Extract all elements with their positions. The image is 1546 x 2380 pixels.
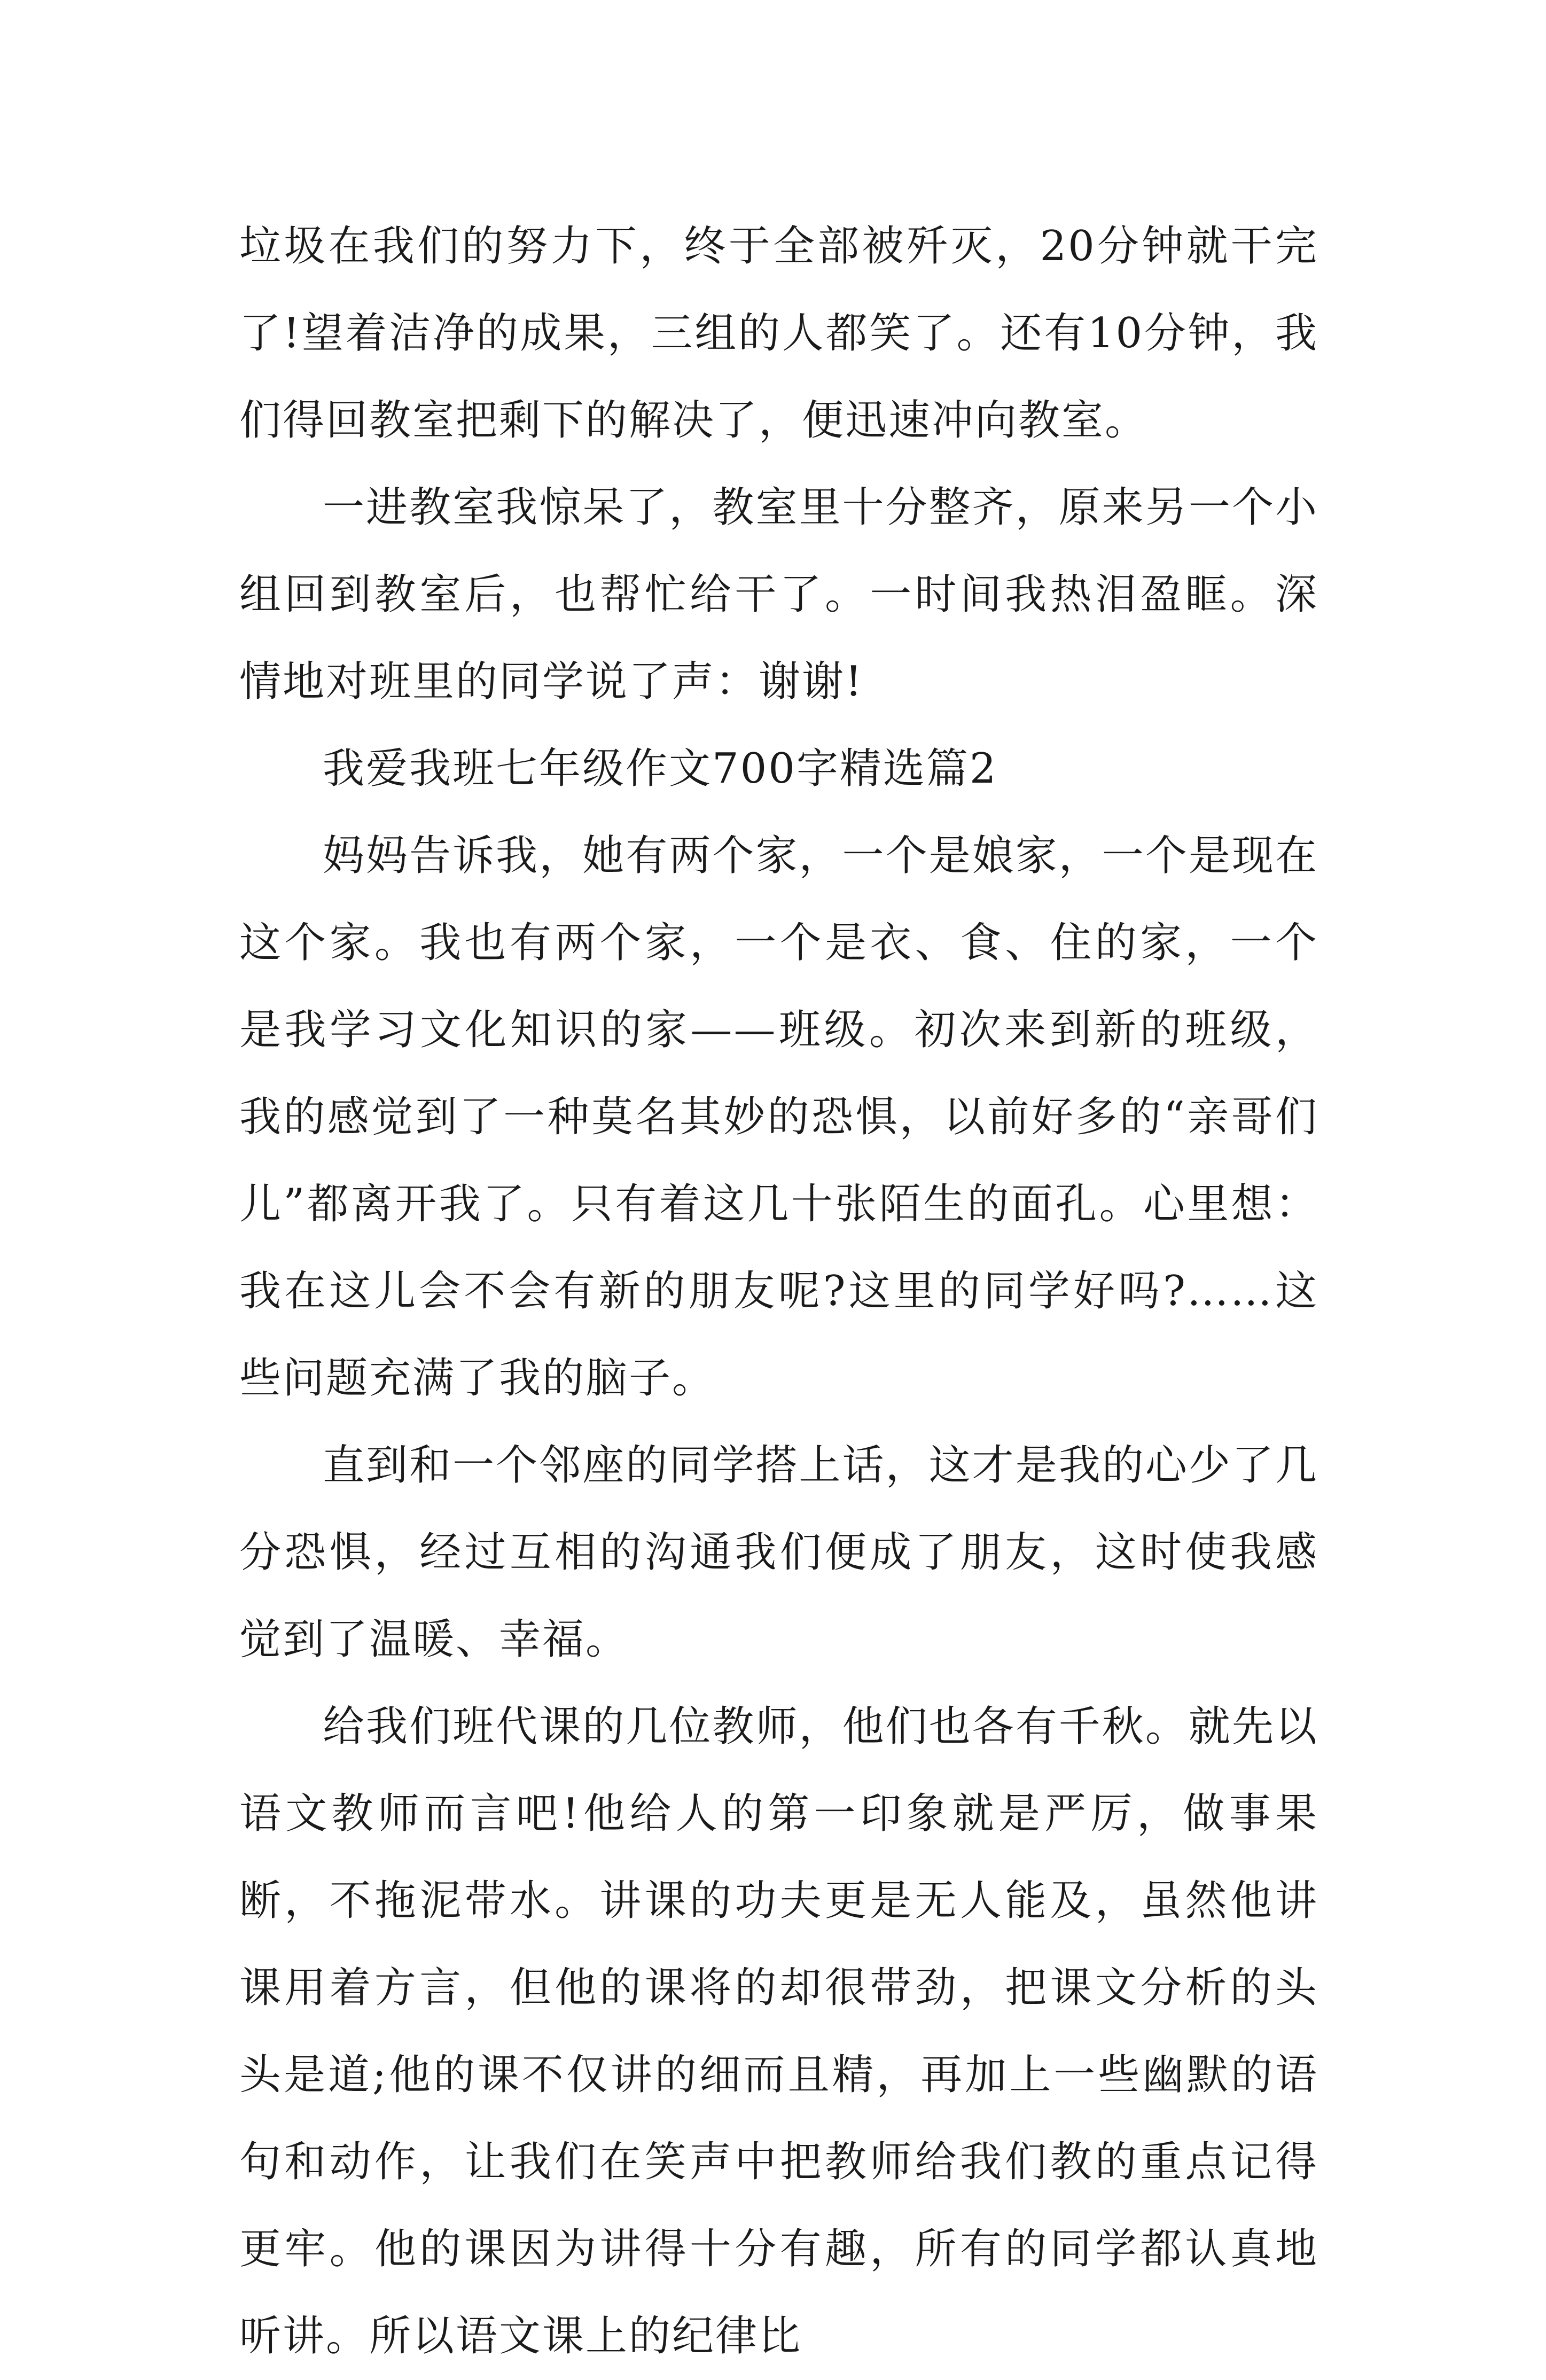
section-heading: 我爱我班七年级作文700字精选篇2 [323,745,998,793]
paragraph: 妈妈告诉我，她有两个家，一个是娘家，一个是现在这个家。我也有两个家，一个是衣、食、住的家，一个是我学习文化知识的家——班级。初次来到新的班级，我的感觉到了一种莫名其妙的恐惧，以前好多的“亲哥们儿”都离开我了。只有着这几十张陌生的面孔。心里想：我在这儿会不会有新的朋友呢?这里的同学好吗?……这些问题充满了我的脑子。 [239,832,1318,1402]
paragraph: 给我们班代课的几位教师，他们也各有千秋。就先以语文教师而言吧!他给人的第一印象就是严厉，做事果断，不拖泥带水。讲课的功夫更是无人能及，虽然他讲课用着方言，但他的课将的却很带劲，把课文分析的头头是道;他的课不仅讲的细而且精，再加上一些幽默的语句和动作，让我们在笑声中把教师给我们教的重点记得更牢。他的课因为讲得十分有趣，所有的同学都认真地听讲。所以语文课上的纪律比 [239,1703,1318,2360]
paragraph: 一进教室我惊呆了，教室里十分整齐，原来另一个小组回到教室后，也帮忙给干了。一时间我热泪盈眶。深情地对班里的同学说了声：谢谢! [239,483,1318,706]
document-body [239,203,1318,2380]
paragraph-continuation: 垃圾在我们的努力下，终于全部被歼灭，20分钟就干完了!望着洁净的成果，三组的人都笑了。还有10分钟，我们得回教室把剩下的解决了，便迅速冲向教室。 [239,222,1318,444]
paragraph: 直到和一个邻座的同学搭上话，这才是我的心少了几分恐惧，经过互相的沟通我们便成了朋友，这时使我感觉到了温暖、幸福。 [239,1441,1318,1664]
